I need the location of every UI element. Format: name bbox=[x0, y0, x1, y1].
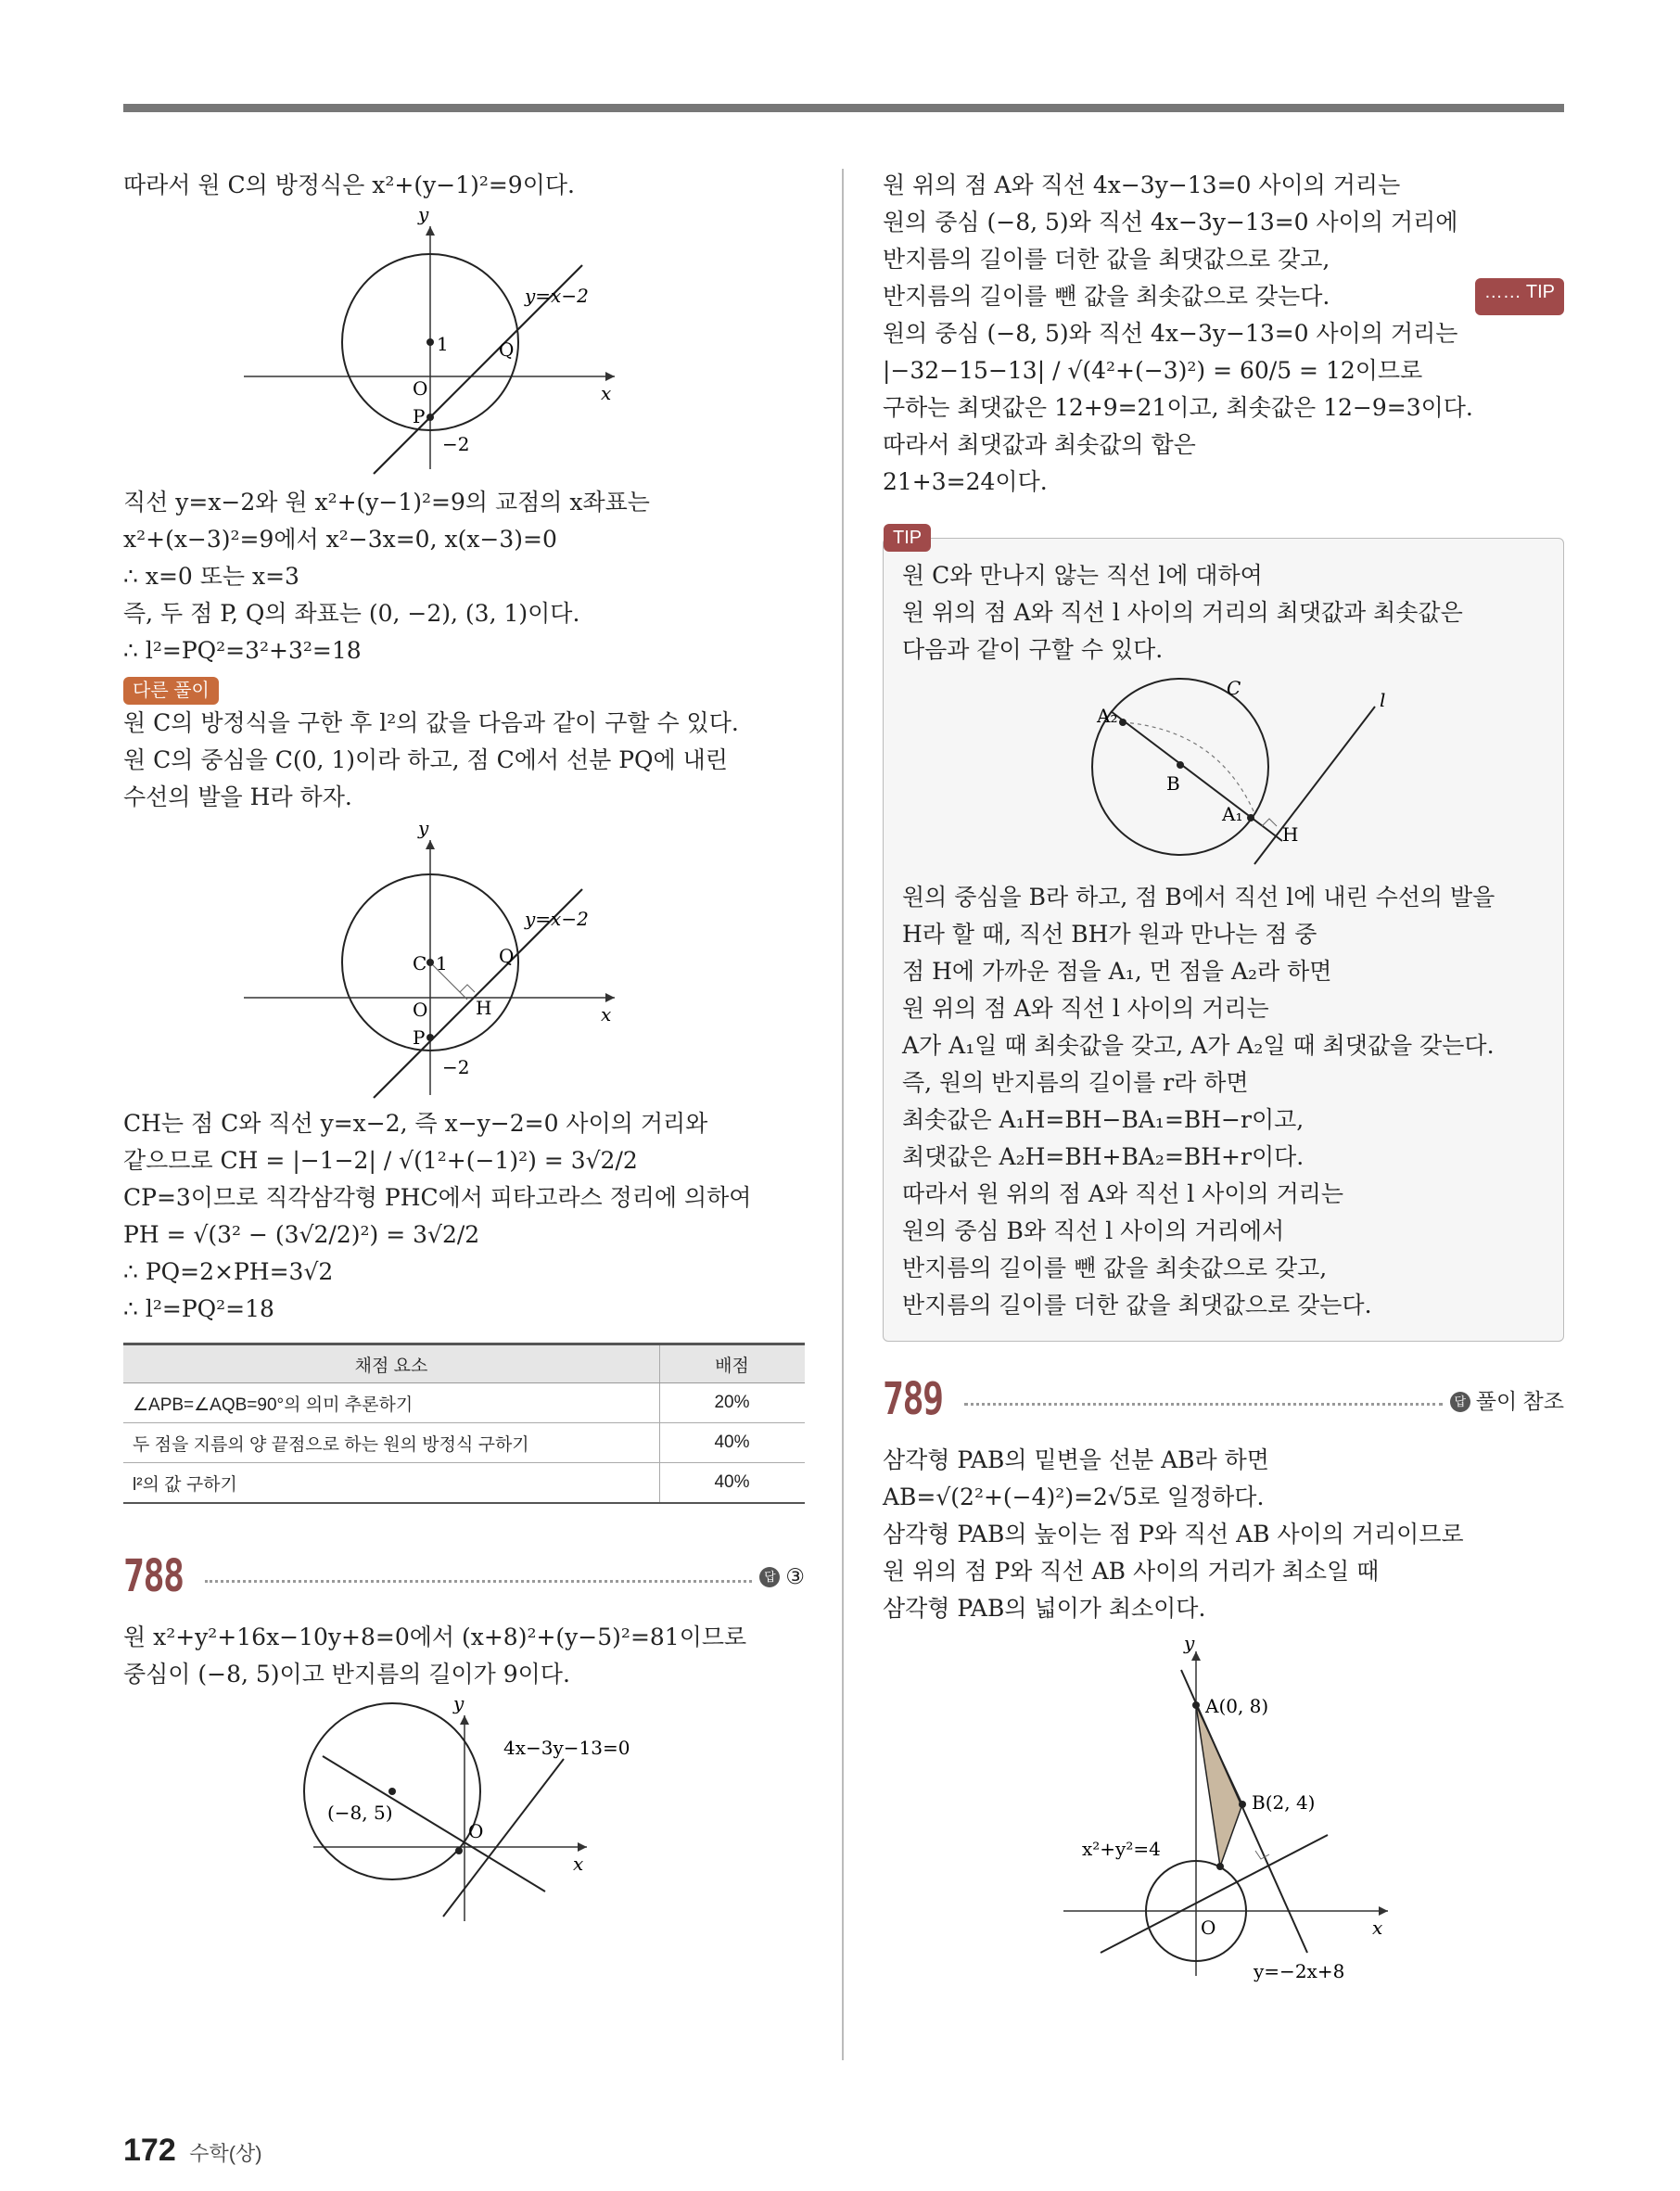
line-label: y=x−2 bbox=[525, 285, 589, 307]
point-q-label: Q bbox=[499, 338, 515, 361]
point-b-label: B bbox=[1166, 772, 1180, 795]
origin-label: O bbox=[468, 1820, 484, 1842]
text-line: H라 할 때, 직선 BH가 원과 만나는 점 중 bbox=[902, 921, 1317, 948]
right-column bbox=[883, 167, 1564, 1991]
y-axis-label: y bbox=[418, 210, 429, 225]
origin-label: O bbox=[413, 377, 428, 400]
x-axis-label: x bbox=[573, 1853, 584, 1875]
table-row bbox=[123, 1423, 805, 1463]
circle-label: x²+y²=4 bbox=[1082, 1838, 1161, 1860]
circle-label: C bbox=[1227, 677, 1241, 699]
table-header: 배점 bbox=[660, 1344, 806, 1383]
dotted-leader bbox=[205, 1580, 752, 1583]
point-a1-label: A₁ bbox=[1222, 803, 1243, 825]
figure-circle-line-1 bbox=[123, 210, 805, 478]
text-line: x²+(x−3)²=9에서 x²−3x=0, x(x−3)=0 bbox=[123, 526, 557, 553]
text-line: 따라서 원 C의 방정식은 x²+(y−1)²=9이다. bbox=[123, 172, 575, 198]
table-row bbox=[123, 1463, 805, 1504]
text-line-with-tip bbox=[883, 278, 1564, 315]
page-number: 172 bbox=[123, 2133, 176, 2168]
line-label: 4x−3y−13=0 bbox=[503, 1737, 630, 1759]
text-line: 따라서 최댓값과 최솟값의 합은 bbox=[883, 431, 1196, 458]
origin-label: O bbox=[1201, 1917, 1216, 1939]
answer-value: ③ bbox=[785, 1563, 805, 1588]
text-line: 원 C의 방정식을 구한 후 l²의 값을 다음과 같이 구할 수 있다. bbox=[123, 709, 739, 736]
text-line: 수선의 발을 H라 하자. bbox=[123, 783, 352, 810]
x-axis-label: x bbox=[601, 1003, 612, 1025]
text-line: 즉, 원의 반지름의 길이를 r라 하면 bbox=[902, 1069, 1249, 1096]
point-a2-label: A₂ bbox=[1097, 705, 1118, 727]
page-footer bbox=[123, 2133, 262, 2169]
answer-icon: 답 bbox=[759, 1567, 780, 1587]
point-p-label: P bbox=[413, 1026, 426, 1049]
table-cell: ∠APB=∠AQB=90°의 의미 추론하기 bbox=[123, 1383, 660, 1423]
point-q-label: Q bbox=[499, 945, 515, 967]
text-line: ∴ l²=PQ²=3²+3²=18 bbox=[123, 637, 362, 664]
answer-value: 풀이 참조 bbox=[1475, 1388, 1564, 1413]
top-rule bbox=[123, 104, 1564, 112]
scoring-table bbox=[123, 1343, 805, 1504]
text-line: ∴ l²=PQ²=18 bbox=[123, 1295, 274, 1322]
text-line: 반지름의 길이를 더한 값을 최댓값으로 갖고, bbox=[883, 246, 1330, 273]
point-b-label: B(2, 4) bbox=[1252, 1791, 1316, 1814]
answer-marker bbox=[1450, 1384, 1564, 1415]
text-line: 원의 중심을 B라 하고, 점 B에서 직선 l에 내린 수선의 발을 bbox=[902, 884, 1495, 911]
y-axis-label: y bbox=[453, 1699, 465, 1714]
x-axis-label: x bbox=[601, 382, 612, 404]
text-line: 삼각형 PAB의 높이는 점 P와 직선 AB 사이의 거리이므로 bbox=[883, 1521, 1464, 1548]
problem-number: 788 bbox=[123, 1550, 184, 1602]
tick-label: 1 bbox=[437, 333, 449, 355]
column-divider bbox=[842, 169, 844, 2060]
text-line: 원의 중심 (−8, 5)와 직선 4x−3y−13=0 사이의 거리는 bbox=[883, 320, 1458, 347]
text-line: 중심이 (−8, 5)이고 반지름의 길이가 9이다. bbox=[123, 1661, 570, 1688]
point-h-label: H bbox=[476, 997, 492, 1019]
book-title: 수학(상) bbox=[189, 2142, 262, 2165]
tip-ref-badge: …… TIP bbox=[1475, 278, 1564, 315]
point-h-label: H bbox=[1282, 823, 1299, 846]
text-line: 반지름의 길이를 더한 값을 최댓값으로 갖는다. bbox=[902, 1292, 1372, 1318]
table-cell: l²의 값 구하기 bbox=[123, 1463, 660, 1504]
text-line: CH는 점 C와 직선 y=x−2, 즉 x−y−2=0 사이의 거리와 bbox=[123, 1110, 708, 1137]
origin-label: O bbox=[413, 999, 428, 1021]
table-row bbox=[123, 1383, 805, 1423]
text-line: 원의 중심 B와 직선 l 사이의 거리에서 bbox=[902, 1217, 1285, 1244]
text-line: 원 위의 점 A와 직선 4x−3y−13=0 사이의 거리는 bbox=[883, 172, 1401, 198]
problem-header-789 bbox=[883, 1373, 1564, 1425]
text-line: 최댓값은 A₂H=BH+BA₂=BH+r이다. bbox=[902, 1143, 1305, 1170]
text-line: 반지름의 길이를 뺀 값을 최솟값으로 갖고, bbox=[902, 1255, 1328, 1281]
text-line: 21+3=24이다. bbox=[883, 468, 1048, 495]
text-line: 삼각형 PAB의 넓이가 최소이다. bbox=[883, 1595, 1206, 1622]
line-l-label: l bbox=[1380, 689, 1386, 711]
text-line: 점 H에 가까운 점을 A₁, 먼 점을 A₂라 하면 bbox=[902, 958, 1332, 985]
figure-tip bbox=[902, 674, 1542, 873]
center-label: (−8, 5) bbox=[327, 1802, 393, 1824]
text-line: 따라서 원 위의 점 A와 직선 l 사이의 거리는 bbox=[902, 1180, 1344, 1207]
text-line: 같으므로 CH = |−1−2| / √(1²+(−1)²) = 3√2/2 bbox=[123, 1147, 638, 1174]
text-line: A가 A₁일 때 최솟값을 갖고, A가 A₂일 때 최댓값을 갖는다. bbox=[902, 1032, 1495, 1059]
text-line: PH = √(3² − (3√2/2)²) = 3√2/2 bbox=[123, 1221, 480, 1248]
table-header: 채점 요소 bbox=[123, 1344, 660, 1383]
tick-label: −2 bbox=[442, 433, 470, 455]
problem-header-788 bbox=[123, 1550, 805, 1602]
figure-788 bbox=[123, 1699, 805, 1930]
center-label: C bbox=[413, 952, 427, 974]
tick-label: 1 bbox=[436, 952, 448, 974]
x-axis-label: x bbox=[1372, 1917, 1383, 1939]
text-line: CP=3이므로 직각삼각형 PHC에서 피타고라스 정리에 의하여 bbox=[123, 1184, 752, 1211]
table-cell: 40% bbox=[660, 1463, 806, 1504]
point-a-label: A(0, 8) bbox=[1205, 1695, 1269, 1717]
tip-badge: TIP bbox=[884, 524, 931, 552]
answer-icon: 답 bbox=[1450, 1392, 1470, 1412]
figure-789 bbox=[883, 1633, 1564, 1985]
text-line: |−32−15−13| / √(4²+(−3)²) = 60/5 = 12이므로 bbox=[883, 357, 1423, 384]
text-line: ∴ x=0 또는 x=3 bbox=[123, 563, 299, 590]
text-line: 원 위의 점 A와 직선 l 사이의 거리의 최댓값과 최솟값은 bbox=[902, 599, 1463, 626]
line-label: y=−2x+8 bbox=[1254, 1960, 1345, 1982]
text-line: 원 위의 점 A와 직선 l 사이의 거리는 bbox=[902, 995, 1269, 1022]
text-line: 원 위의 점 P와 직선 AB 사이의 거리가 최소일 때 bbox=[883, 1558, 1380, 1585]
table-cell: 두 점을 지름의 양 끝점으로 하는 원의 방정식 구하기 bbox=[123, 1423, 660, 1463]
y-axis-label: y bbox=[1184, 1633, 1195, 1654]
text-line: 다음과 같이 구할 수 있다. bbox=[902, 636, 1164, 663]
alt-solution-badge: 다른 풀이 bbox=[123, 677, 219, 705]
text-line: 원 C의 중심을 C(0, 1)이라 하고, 점 C에서 선분 PQ에 내린 bbox=[123, 746, 728, 773]
text-line: 삼각형 PAB의 밑변을 선분 AB라 하면 bbox=[883, 1446, 1269, 1473]
line-label: y=x−2 bbox=[525, 908, 589, 930]
text-line: 구하는 최댓값은 12+9=21이고, 최솟값은 12−9=3이다. bbox=[883, 394, 1473, 421]
text-line: AB=√(2²+(−4)²)=2√5로 일정하다. bbox=[883, 1484, 1265, 1510]
problem-number: 789 bbox=[883, 1373, 943, 1425]
text-line: 원 C와 만나지 않는 직선 l에 대하여 bbox=[902, 562, 1263, 589]
text-line: 원의 중심 (−8, 5)와 직선 4x−3y−13=0 사이의 거리에 bbox=[883, 209, 1458, 236]
point-p-label: P bbox=[413, 405, 426, 427]
text-line: 즉, 두 점 P, Q의 좌표는 (0, −2), (3, 1)이다. bbox=[123, 600, 580, 627]
text-line: ∴ PQ=2×PH=3√2 bbox=[123, 1258, 334, 1285]
text-line: 원 x²+y²+16x−10y+8=0에서 (x+8)²+(y−5)²=81이므로 bbox=[123, 1624, 747, 1650]
left-column bbox=[123, 167, 805, 1936]
tick-label: −2 bbox=[442, 1056, 470, 1078]
text-line: 직선 y=x−2와 원 x²+(y−1)²=9의 교점의 x좌표는 bbox=[123, 489, 650, 516]
answer-marker bbox=[759, 1564, 805, 1589]
text-line: 반지름의 길이를 뺀 값을 최솟값으로 갖는다. bbox=[883, 283, 1330, 310]
text-line: 최솟값은 A₁H=BH−BA₁=BH−r이고, bbox=[902, 1106, 1305, 1133]
tip-box bbox=[883, 528, 1564, 1342]
dotted-leader bbox=[964, 1403, 1443, 1406]
y-axis-label: y bbox=[418, 822, 429, 839]
table-cell: 40% bbox=[660, 1423, 806, 1463]
figure-circle-line-2 bbox=[123, 822, 805, 1100]
table-cell: 20% bbox=[660, 1383, 806, 1423]
